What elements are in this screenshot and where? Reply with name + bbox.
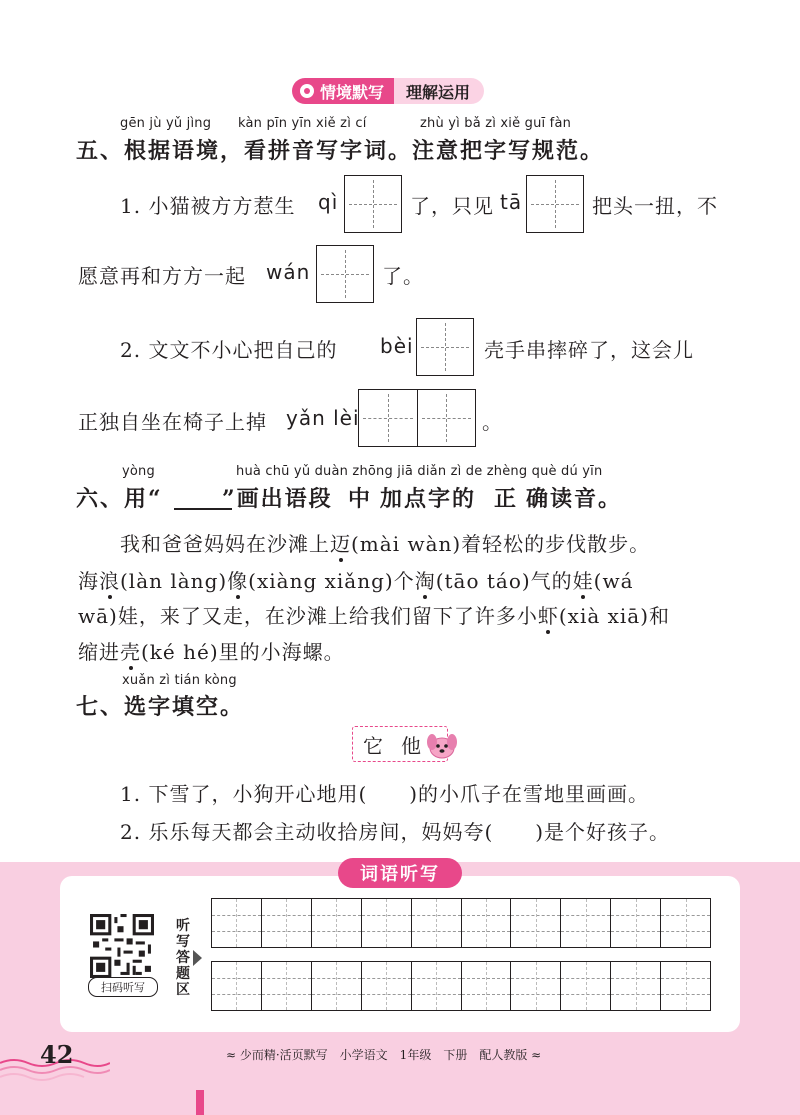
s5-q2-py1: bèi [380, 334, 414, 358]
s5-q1-a: 1. 小猫被方方惹生 [120, 194, 296, 218]
s6-p2-d: (tāo táo)气的 [435, 569, 573, 593]
dictation-row-1[interactable] [211, 898, 711, 948]
dotted-char: 迈 [330, 532, 351, 556]
s5-q1-e: 了。 [382, 264, 424, 288]
s6-heading-d: 加点字的 [380, 486, 477, 512]
page-number: 42 [40, 1040, 74, 1069]
s5-q1-c: 把头一扭，不 [592, 194, 718, 218]
s5-q2-d: 。 [482, 410, 503, 434]
s7-heading: 七、选字填空。 [76, 694, 245, 720]
scan-to-dictate-label[interactable]: 扫码听写 [88, 977, 158, 997]
s6-p2-e: (wá [593, 569, 634, 593]
banner-tag2: 理解运用 [406, 82, 471, 102]
puppy-icon [424, 728, 460, 760]
answer-box-ta[interactable] [526, 175, 584, 233]
s7-q1: 1. 下雪了，小狗开心地用( )的小爪子在雪地里画画。 [120, 782, 650, 806]
s5-heading: 五、根据语境，看拼音写字词。注意把字写规范。 [76, 138, 605, 164]
s5-q2-c: 正独自坐在椅子上掉 [78, 410, 267, 434]
banner-tag-context [292, 78, 394, 104]
s6-p4-b: (ké hé)里的小海螺。 [141, 640, 345, 664]
dotted-char: 虾 [537, 604, 559, 628]
s5-q2-a: 2. 文文不小心把自己的 [120, 338, 338, 362]
s5-q2-b: 壳手串摔碎了，这会儿 [484, 338, 694, 362]
dotted-char: 像 [227, 569, 249, 593]
s6-p1-b: (mài wàn)着轻松的步伐散步。 [351, 532, 651, 556]
answer-box-qi[interactable] [344, 175, 402, 233]
s6-p2-a: 海 [78, 569, 99, 593]
answer-box-wan[interactable] [316, 245, 374, 303]
s6-p4 [78, 636, 345, 665]
answer-area-label: 听写答题区 [176, 918, 190, 998]
s6-p3 [78, 600, 670, 629]
s6-p2-b: (làn làng) [120, 569, 228, 593]
s5-q2-py2: yǎn lèi [286, 406, 360, 430]
s6-pinyin-2: huà chū yǔ duàn zhōng jiā diǎn zì de zhèng què dú yīn [236, 464, 603, 479]
s6-p3-a: wā)娃，来了又走，在沙滩上给我们留下了许多小 [78, 604, 538, 628]
footer-accent-bar [196, 1090, 204, 1115]
s5-q1-d: 愿意再和方方一起 [78, 264, 246, 288]
s5-q1-py3: wán [266, 260, 311, 284]
s6-heading-c: 中 [348, 486, 373, 512]
s5-pinyin-1: gēn jù yǔ jìng [120, 116, 212, 131]
s5-q1-b: 了，只见 [410, 194, 494, 218]
answer-box-bei[interactable] [416, 318, 474, 376]
s6-heading-f: 确读音。 [526, 486, 623, 512]
s6-heading-a: 六、用“ [76, 486, 163, 512]
s6-p2 [78, 565, 634, 594]
s6-heading-e: 正 [494, 486, 519, 512]
s6-p1-a: 我和爸爸妈妈在沙滩上 [120, 532, 330, 556]
flower-icon [300, 84, 314, 98]
s7-q2: 2. 乐乐每天都会主动收拾房间，妈妈夸( )是个好孩子。 [120, 820, 671, 844]
s5-pinyin-3: zhù yì bǎ zì xiě guī fàn [420, 116, 572, 131]
banner-tag-apply [394, 78, 484, 104]
dotted-char: 浪 [99, 569, 120, 593]
footer-text: ≈ 少而精·活页默写 小学语文 1年级 下册 配人教版 ≈ [226, 1048, 542, 1062]
arrow-right-icon [193, 950, 202, 966]
s5-q1-py1: qì [318, 190, 339, 214]
banner-tag1: 情境默写 [320, 82, 385, 102]
answer-box-yanlei[interactable] [358, 389, 476, 447]
s6-p3-b: (xià xiā)和 [558, 604, 671, 628]
dotted-char: 娃 [572, 569, 594, 593]
s6-p4-a: 缩进 [78, 640, 120, 664]
qr-code-icon[interactable] [90, 914, 154, 978]
dotted-char: 淘 [414, 569, 436, 593]
dictation-title: 词语听写 [338, 858, 462, 888]
choice-ta-he: 他 [401, 733, 421, 758]
section-banner [292, 78, 484, 104]
dictation-row-2[interactable] [211, 961, 711, 1011]
s7-pinyin: xuǎn zì tián kòng [122, 673, 237, 688]
dotted-char: 壳 [120, 640, 141, 664]
s5-pinyin-2: kàn pīn yīn xiě zì cí [238, 116, 367, 131]
s6-p1 [120, 528, 650, 557]
choice-ta-it: 它 [363, 733, 383, 758]
s6-heading-b: ”画出语段 [222, 486, 333, 512]
s6-p2-c: (xiàng xiǎng)个 [248, 569, 415, 593]
s6-pinyin-1: yòng [122, 464, 155, 479]
s5-q1-py2: tā [500, 190, 523, 214]
